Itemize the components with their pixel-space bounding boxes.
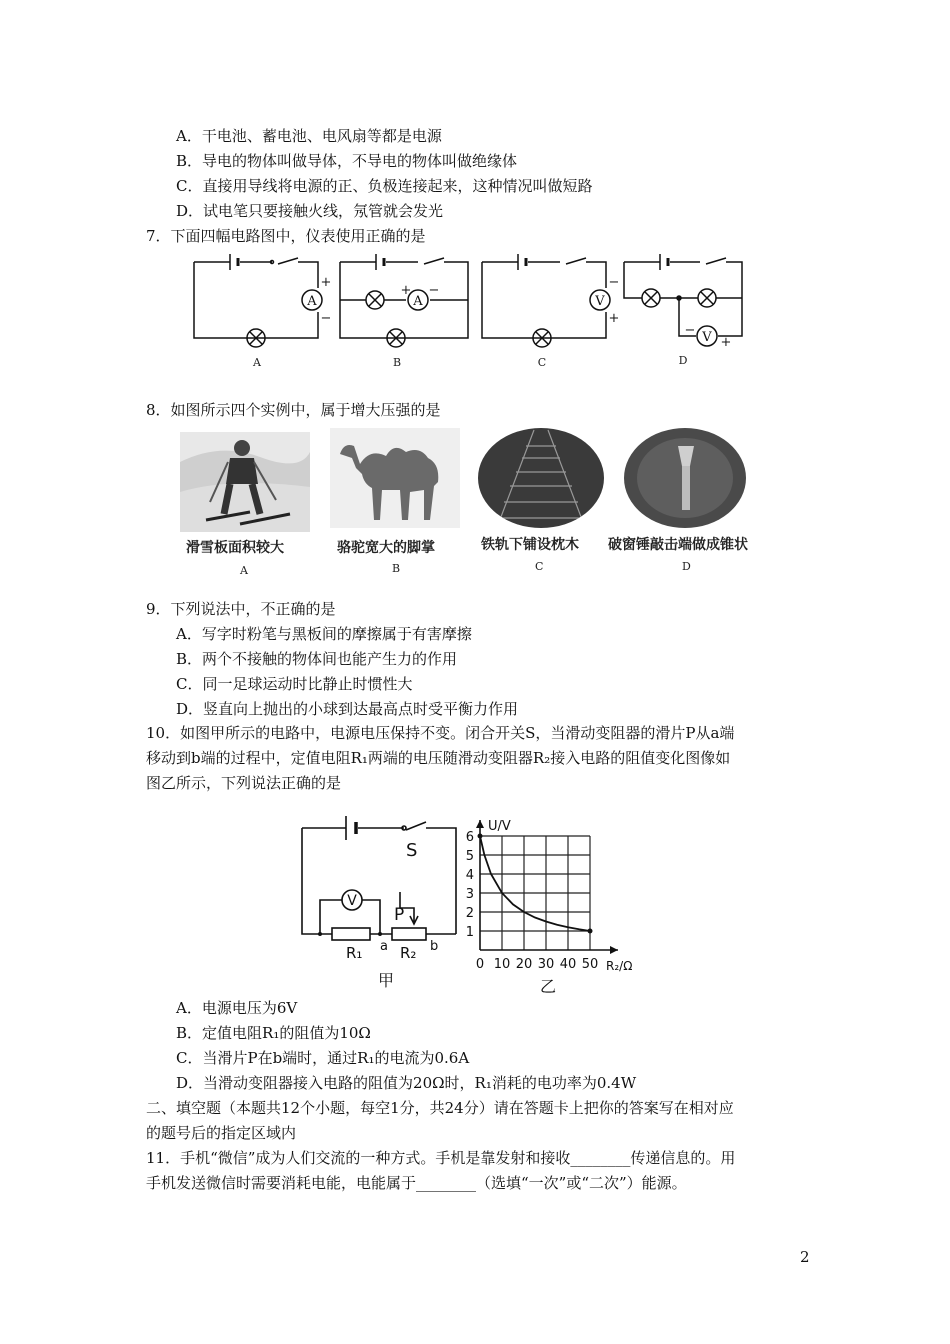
x-axis-arrow (610, 946, 618, 954)
jia-slider-label: P (394, 905, 405, 925)
hammer-photo (622, 426, 748, 530)
y-tick-3: 4 (465, 868, 474, 883)
data-point-0 (478, 834, 483, 839)
y-axis-label: U/V (488, 819, 511, 834)
q8-label-b: B (392, 562, 401, 575)
circuit-jia (296, 812, 466, 992)
sign-c-plus: + (608, 311, 620, 326)
q10-option-d: D．当滑动变阻器接入电路的阻值为20Ω时，R₁消耗的电功率为0.4W (176, 1074, 637, 1092)
x-tick-3: 30 (537, 957, 555, 972)
q10-option-a: A．电源电压为6V (176, 999, 298, 1017)
sign-d-minus: − (684, 323, 696, 338)
ammeter-b-symbol: A (413, 294, 423, 309)
y-tick-2: 3 (465, 887, 474, 902)
q10-option-b: B．定值电阻R₁的阻值为10Ω (176, 1024, 371, 1042)
yi-caption: 乙 (540, 977, 557, 996)
jia-r2-label: R₂ (400, 944, 417, 962)
q7-label-c: C (537, 356, 547, 369)
jia-switch-label: S (406, 840, 418, 861)
q8-label-a: A (240, 564, 248, 577)
x-tick-1: 10 (493, 957, 511, 972)
q8-label-d: D (682, 560, 691, 573)
chart-yi (462, 810, 662, 1000)
q8-caption-d: 破窗锤敲击端做成锥状 (608, 537, 748, 553)
jia-voltmeter-symbol: V (347, 893, 357, 909)
sign-a-minus: − (320, 311, 332, 326)
voltmeter-d-symbol: V (702, 330, 712, 345)
y-tick-4: 5 (465, 849, 474, 864)
q10-stem-3: 图乙所示，下列说法正确的是 (146, 774, 342, 792)
x-tick-5: 50 (581, 957, 599, 972)
q9-option-d: D．竖直向上抛出的小球到达最高点时受平衡力作用 (176, 700, 519, 718)
q9-option-b: B．两个不接触的物体间也能产生力的作用 (176, 650, 458, 668)
data-point-11 (588, 929, 593, 934)
jia-r1-label: R₁ (346, 944, 363, 962)
section2-line-2: 的题号后的指定区域内 (146, 1124, 297, 1142)
voltmeter-c-symbol: V (595, 294, 605, 309)
q8-caption-a: 滑雪板面积较大 (186, 540, 284, 556)
sign-c-minus: − (608, 275, 620, 290)
x-tick-0: 0 (475, 957, 485, 972)
y-axis-arrow (476, 820, 484, 828)
q7-label-d: D (678, 354, 688, 367)
skier-photo (180, 432, 310, 532)
x-tick-4: 40 (559, 957, 577, 972)
q9-option-c: C．同一足球运动时比静止时惯性大 (176, 675, 413, 693)
sign-d-plus: + (720, 335, 732, 350)
q6-option-d: D．试电笔只要接触火线，氖管就会发光 (176, 202, 444, 220)
section2-line-1: 二、填空题（本题共12个小题，每空1分，共24分）请在答题卡上把你的答案写在相对应 (146, 1099, 734, 1117)
q11-line-2: 手机发送微信时需要消耗电能，电能属于________（选填“一次”或“二次”）能源。 (146, 1174, 687, 1192)
q8-caption-c: 铁轨下铺设枕木 (481, 537, 579, 553)
jia-b-label: b (430, 939, 439, 954)
q9-option-a: A．写字时粉笔与黑板间的摩擦属于有害摩擦 (176, 625, 472, 643)
camel-photo (330, 428, 460, 528)
series-line-0 (480, 836, 590, 931)
q9-stem: 9．下列说法中，不正确的是 (146, 600, 336, 618)
q6-option-a: A．干电池、蓄电池、电风扇等都是电源 (176, 127, 442, 145)
q7-circuits (180, 248, 760, 378)
q6-option-b: B．导电的物体叫做导体，不导电的物体叫做绝缘体 (176, 152, 518, 170)
q8-stem: 8．如图所示四个实例中，属于增大压强的是 (146, 401, 441, 419)
x-axis-label: R₂/Ω (606, 959, 633, 973)
ammeter-a-symbol: A (307, 294, 317, 309)
sign-a-plus: + (320, 275, 332, 290)
sign-b-minus: − (428, 283, 440, 298)
q10-stem-1: 10．如图甲所示的电路中，电源电压保持不变。闭合开关S，当滑动变阻器的滑片P从a端 (146, 724, 735, 742)
q7-label-b: B (392, 356, 402, 369)
jia-caption: 甲 (378, 971, 395, 990)
x-tick-2: 20 (515, 957, 533, 972)
y-tick-5: 6 (465, 830, 474, 845)
q8-caption-b: 骆驼宽大的脚掌 (337, 540, 435, 556)
q7-label-a: A (253, 356, 261, 369)
q10-stem-2: 移动到b端的过程中，定值电阻R₁两端的电压随滑动变阻器R₂接入电路的阻值变化图像如 (146, 749, 731, 767)
q11-line-1: 11．手机“微信”成为人们交流的一种方式。手机是靠发射和接收________传递信息的。用 (146, 1149, 736, 1167)
q7-stem: 7．下面四幅电路图中，仪表使用正确的是 (146, 227, 426, 245)
q8-label-c: C (535, 560, 544, 573)
sign-b-plus: + (400, 283, 412, 298)
rails-photo (476, 426, 606, 530)
q6-option-c: C．直接用导线将电源的正、负极连接起来，这种情况叫做短路 (176, 177, 593, 195)
y-tick-1: 2 (465, 906, 474, 921)
y-tick-0: 1 (465, 925, 474, 940)
jia-a-label: a (380, 939, 388, 954)
page-number: 2 (800, 1248, 810, 1266)
q10-option-c: C．当滑片P在b端时，通过R₁的电流为0.6A (176, 1049, 470, 1067)
